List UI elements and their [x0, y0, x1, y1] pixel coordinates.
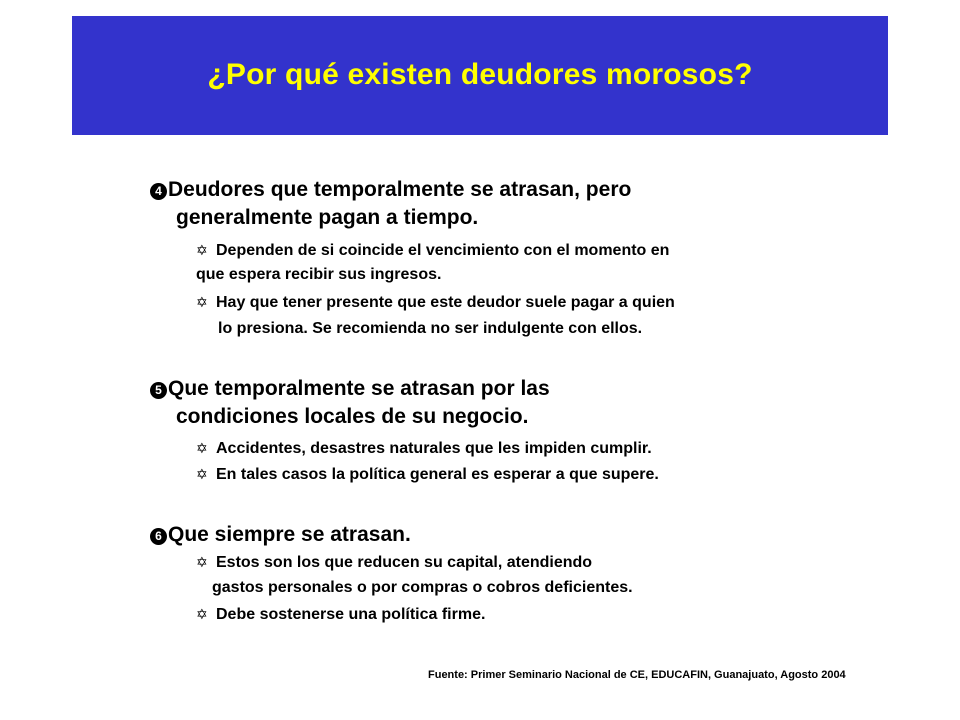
number-6-icon: 6: [150, 528, 167, 545]
heading-text: Que temporalmente se atrasan por las: [168, 377, 550, 400]
section-5-bullet-1: [196, 440, 652, 458]
slide-title: ¿Por qué existen deudores morosos?: [207, 57, 753, 91]
star-of-david-icon: ✡: [196, 294, 208, 310]
section-5-heading-line-2: condiciones locales de su negocio.: [176, 405, 529, 428]
star-of-david-icon: ✡: [196, 606, 208, 622]
bullet-text: Accidentes, desastres naturales que les impiden cumplir.: [216, 440, 652, 457]
bullet-text: Hay que tener presente que este deudor suele pagar a quien: [216, 294, 675, 311]
section-5-bullet-2: [196, 466, 659, 484]
section-6-bullet-1-line-2: gastos personales o por compras o cobros deficientes.: [212, 579, 633, 596]
section-4-bullet-1-line-2: que espera recibir sus ingresos.: [196, 266, 442, 283]
number-5-icon: 5: [150, 382, 167, 399]
number-4-icon: 4: [150, 183, 167, 200]
section-4-bullet-2-line-2: lo presiona. Se recomienda no ser indulgente con ellos.: [218, 320, 643, 337]
bullet-text: En tales casos la política general es esperar a que supere.: [216, 466, 659, 483]
section-4-heading-line-1: [150, 178, 631, 202]
star-of-david-icon: ✡: [196, 242, 208, 258]
section-4-heading-line-2: generalmente pagan a tiempo.: [176, 206, 479, 229]
star-of-david-icon: ✡: [196, 554, 208, 570]
section-6-bullet-1-line-1: [196, 554, 592, 572]
bullet-text: Estos son los que reducen su capital, atendiendo: [216, 554, 593, 571]
star-of-david-icon: ✡: [196, 440, 208, 456]
star-of-david-icon: ✡: [196, 466, 208, 482]
heading-text: Que siempre se atrasan.: [168, 523, 411, 546]
bullet-text: Debe sostenerse una política firme.: [216, 606, 486, 623]
section-4-bullet-1-line-1: [196, 242, 669, 260]
section-6-bullet-2: [196, 606, 485, 624]
heading-text: Deudores que temporalmente se atrasan, pero: [168, 178, 632, 201]
section-5-heading-line-1: [150, 377, 550, 401]
source-footer: Fuente: Primer Seminario Nacional de CE, EDUCAFIN, Guanajuato, Agosto 2004: [428, 669, 846, 681]
bullet-text: Dependen de si coincide el vencimiento con el momento en: [216, 242, 670, 259]
section-4-bullet-2-line-1: [196, 294, 675, 312]
section-6-heading: [150, 523, 411, 547]
